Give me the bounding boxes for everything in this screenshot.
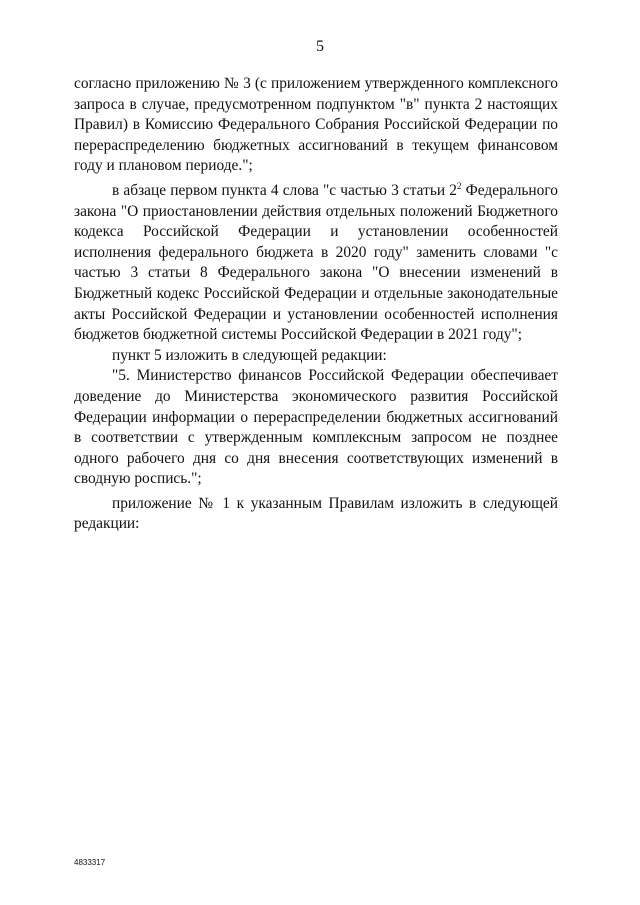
superscript-2: 2 <box>456 180 462 191</box>
paragraph-3: пункт 5 изложить в следующей редакции: <box>112 346 387 364</box>
paragraph-4: "5. Министерство финансов Российской Федерации обеспечивает доведение до Министерства экономического развития Российской Федерации информации о перераспределении бюджетных ассигнований в соответствии с утвержденным комплексным запросом не позднее одного рабочего дня со дня внесения соответствующих изменений в сводную роспись."; <box>74 367 558 488</box>
paragraph-2-text-c: федерального бюджета в 2020 году" заменить словами "с частью 3 статьи 8 Федерального закона "О внесении изменений в Бюджетный кодекс Российской Федерации и отдельные законодательные акты Российской Федерации и установлении особенностей исполнения бюджетов бюджетной системы Российской Федерации в 2021 году"; <box>74 243 558 344</box>
page-number: 5 <box>316 38 324 55</box>
paragraph-2-text-a: в абзаце первом пункта 4 слова "с частью 3 статьи 2 <box>112 181 457 199</box>
paragraph-2 <box>74 181 558 346</box>
paragraph-2-text-b: Федерального закона "О приостановлении действия отдельных положений Бюджетного кодекса Российской Федерации и установлении особенностей исполнения <box>74 181 558 261</box>
paragraph-5: приложение № 1 к указанным Правилам изложить в следующей редакции: <box>74 494 558 533</box>
document-body <box>74 74 558 535</box>
paragraph-1: согласно приложению № 3 (с приложением утвержденного комплексного запроса в случае, предусмотренном подпунктом "в" пункта 2 настоящих Правил) в Комиссию Федерального Собрания Российской Федерации по перераспределению бюджетных ассигнований в текущем финансовом году и плановом периоде."; <box>74 75 558 175</box>
document-code: 4833317 <box>74 858 106 867</box>
